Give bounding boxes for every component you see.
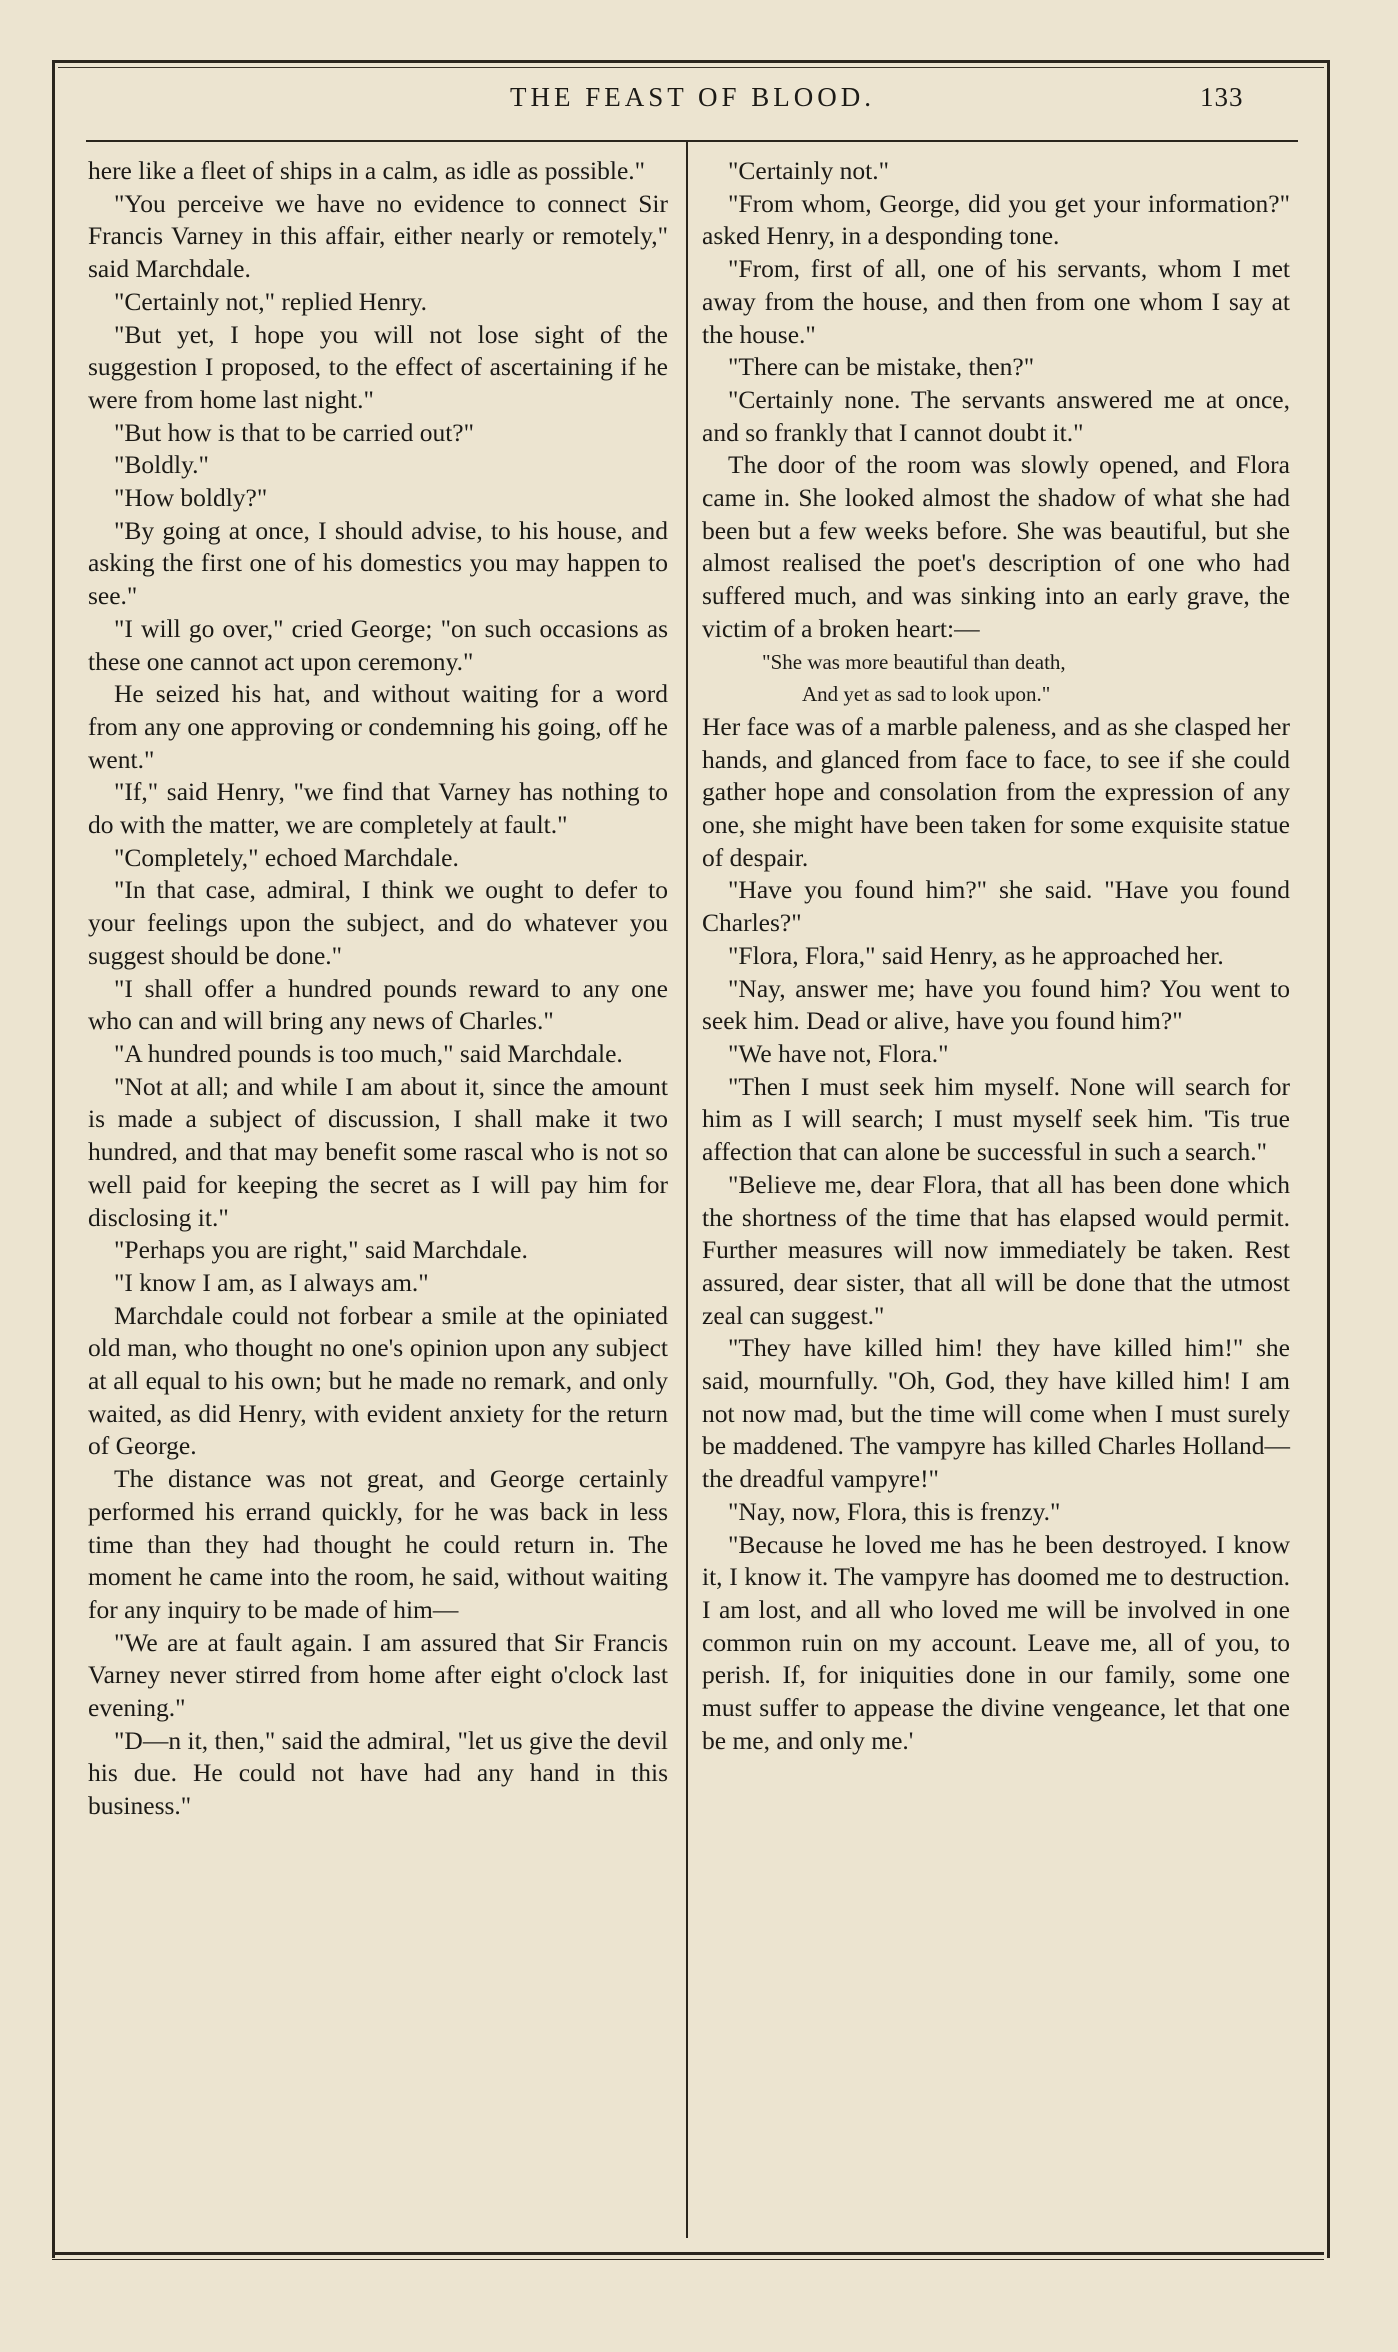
page-number: 133 bbox=[1200, 82, 1244, 112]
bottom-rule bbox=[52, 2252, 1324, 2255]
verse-quotation bbox=[702, 646, 1290, 711]
paragraph: "We are at fault again. I am assured that Sir Francis Varney never stirred from home after eight o'clock last evening." bbox=[88, 1627, 668, 1723]
paragraph: "There can be mistake, then?" bbox=[728, 352, 1035, 382]
paragraph: "Flora, Flora," said Henry, as he approached her. bbox=[728, 940, 1224, 970]
paragraph: "If," said Henry, "we find that Varney has nothing to do with the matter, we are completely at fault." bbox=[88, 777, 668, 840]
right-column bbox=[702, 155, 1290, 1757]
paragraph: Her face was of a marble paleness, and as she clasped her hands, and glanced from face to face, to see if she could gather hope and consolation from the expression of any one, she might have been taken for some exquisite statue of despair. bbox=[702, 711, 1290, 872]
paragraph: "I know I am, as I always am." bbox=[114, 1267, 429, 1297]
top-rule bbox=[58, 67, 1324, 68]
column-divider bbox=[686, 140, 688, 2238]
paragraph: "In that case, admiral, I think we ought to defer to your feelings upon the subject, and do whatever you suggest should be done." bbox=[88, 875, 668, 970]
paragraph: "Not at all; and while I am about it, since the amount is made a subject of discussion, I shall make it two hundred, and that may benefit some rascal who is not so well paid for keeping the secret as I will pay him for disclosing it." bbox=[88, 1071, 668, 1232]
paragraph: "We have not, Flora." bbox=[728, 1038, 949, 1068]
paragraph: "From, first of all, one of his servants, whom I met away from the house, and then from one whom I say at the house." bbox=[702, 254, 1290, 349]
left-column bbox=[88, 155, 668, 1823]
paragraph: "Then I must seek him myself. None will search for him as I will search; I must myself seek him. 'Tis true affection that can alone be successful in such a search." bbox=[702, 1071, 1290, 1167]
paragraph: "Have you found him?" she said. "Have you found Charles?" bbox=[702, 875, 1290, 938]
page-header bbox=[60, 82, 1260, 132]
paragraph: "They have killed him! they have killed him!" she said, mournfully. "Oh, God, they have killed him! I am not now mad, but the time will come when I must surely be maddened. The vampyre has killed Charles Holland—the dreadful vampyre!" bbox=[702, 1333, 1290, 1494]
paragraph: "Certainly not." bbox=[728, 156, 890, 185]
paragraph: The door of the room was slowly opened, and Flora came in. She looked almost the shadow of what she had been but a few weeks before. She was beautiful, but she almost realised the poet's description of one who had suffered much, and was sinking into an early grave, the victim of a broken heart:— bbox=[702, 450, 1290, 643]
paragraph: here like a fleet of ships in a calm, as idle as possible." bbox=[88, 156, 646, 185]
paragraph: "Believe me, dear Flora, that all has been done which the shortness of the time that has elapsed would permit. Further measures will now immediately be taken. Rest assured, dear sister, that all will be done that the utmost zeal can suggest." bbox=[702, 1169, 1290, 1330]
paragraph: "Nay, answer me; have you found him? You went to seek him. Dead or alive, have you found him?" bbox=[702, 973, 1290, 1036]
paragraph: "Because he loved me has he been destroyed. I know it, I know it. The vampyre has doomed me to destruction. I am lost, and all who loved me will be involved in one common ruin on my account. Leave me, all of you, to perish. If, for iniquities done in our family, some one must suffer to appease the divine vengeance, let that one be me, and only me.' bbox=[702, 1529, 1290, 1755]
paragraph: "D—n it, then," said the admiral, "let us give the devil his due. He could not have had any hand in this business." bbox=[88, 1725, 668, 1821]
paragraph: "Nay, now, Flora, this is frenzy." bbox=[728, 1496, 1061, 1526]
paragraph: "How boldly?" bbox=[114, 483, 268, 513]
paragraph: "A hundred pounds is too much," said Marchdale. bbox=[114, 1038, 623, 1068]
header-rule bbox=[86, 140, 1298, 142]
verse-line: "She was more beautiful than death, bbox=[762, 649, 1066, 674]
paragraph: "Completely," echoed Marchdale. bbox=[114, 842, 459, 872]
paragraph: "Perhaps you are right," said Marchdale. bbox=[114, 1235, 528, 1265]
running-head: THE FEAST OF BLOOD. bbox=[510, 82, 876, 112]
paragraph: "From whom, George, did you get your information?" asked Henry, in a desponding tone. bbox=[702, 188, 1290, 251]
paragraph: "You perceive we have no evidence to connect Sir Francis Varney in this affair, either nearly or remotely," said Marchdale. bbox=[88, 188, 668, 284]
verse-line: And yet as sad to look upon." bbox=[802, 682, 1051, 707]
paragraph: "Boldly." bbox=[114, 450, 209, 480]
paragraph: "By going at once, I should advise, to his house, and asking the first one of his domestics you may happen to see." bbox=[88, 515, 668, 611]
paragraph: "Certainly none. The servants answered me at once, and so frankly that I cannot doubt it." bbox=[702, 384, 1290, 447]
paragraph: Marchdale could not forbear a smile at the opiniated old man, who thought no one's opinion upon any subject at all equal to his own; but he made no remark, and only waited, as did Henry, with evident anxiety for the return of George. bbox=[88, 1300, 668, 1461]
paragraph: "I will go over," cried George; "on such occasions as these one cannot act upon ceremony." bbox=[88, 613, 668, 676]
bottom-rule-thin bbox=[52, 2259, 1324, 2260]
paragraph: He seized his hat, and without waiting for a word from any one approving or condemning his going, off he went." bbox=[88, 679, 668, 774]
paragraph: "But how is that to be carried out?" bbox=[114, 417, 475, 447]
paragraph: "But yet, I hope you will not lose sight of the suggestion I proposed, to the effect of ascertaining if he were from home last night." bbox=[88, 319, 668, 414]
paragraph: "I shall offer a hundred pounds reward to any one who can and will bring any news of Charles." bbox=[88, 973, 668, 1036]
paragraph: "Certainly not," replied Henry. bbox=[114, 286, 428, 316]
paragraph: The distance was not great, and George certainly performed his errand quickly, for he was back in less time than they had thought he could return in. The moment he came into the room, he said, without waiting for any inquiry to be made of him— bbox=[88, 1464, 668, 1624]
